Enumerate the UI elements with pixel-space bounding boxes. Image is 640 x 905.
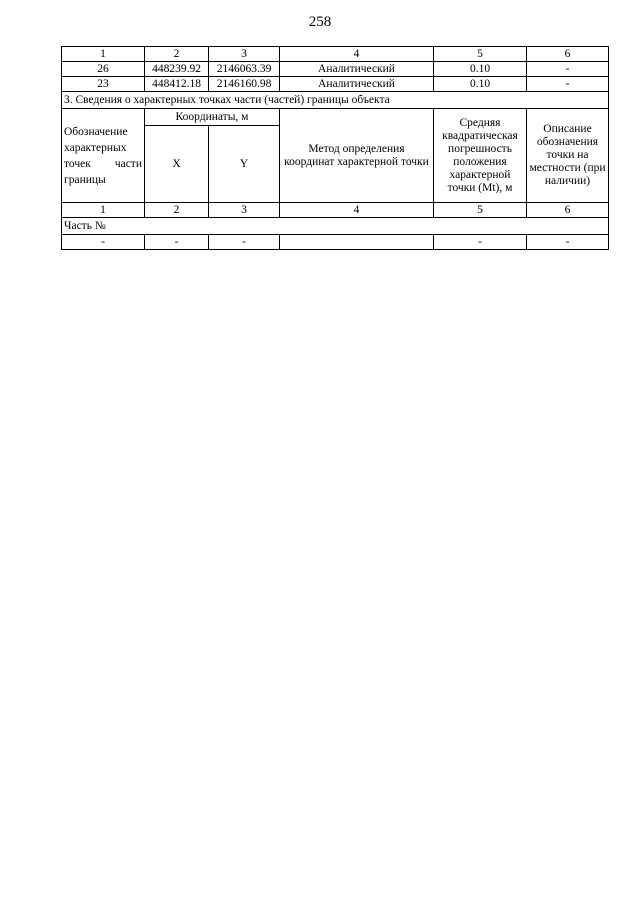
column-number-cell: 2 xyxy=(145,203,209,218)
part-label-row xyxy=(62,218,609,235)
table-row xyxy=(62,77,609,92)
table-row xyxy=(62,62,609,77)
designation-header: Обозначение характерных точек части границы xyxy=(62,109,145,203)
boundary-points-table xyxy=(61,46,609,250)
description-cell: - xyxy=(527,62,609,77)
column-number-cell: 4 xyxy=(280,203,434,218)
column-number-cell: 5 xyxy=(434,47,527,62)
column-number-row xyxy=(62,47,609,62)
method-header: Метод определения координат характерной точки xyxy=(280,109,434,203)
column-number-cell: 6 xyxy=(527,47,609,62)
description-cell: - xyxy=(527,235,609,250)
point-designation-cell: - xyxy=(62,235,145,250)
column-number-cell: 3 xyxy=(209,47,280,62)
x-coordinate-cell: 448412.18 xyxy=(145,77,209,92)
point-designation-cell: 23 xyxy=(62,77,145,92)
column-number-cell: 4 xyxy=(280,47,434,62)
description-cell: - xyxy=(527,77,609,92)
column-number-row xyxy=(62,203,609,218)
column-number-cell: 6 xyxy=(527,203,609,218)
y-coordinate-cell: 2146063.39 xyxy=(209,62,280,77)
section-title: 3. Сведения о характерных точках части (частей) границы объекта xyxy=(62,92,609,109)
column-number-cell: 5 xyxy=(434,203,527,218)
method-cell: Аналитический xyxy=(280,77,434,92)
x-coordinate-cell: 448239.92 xyxy=(145,62,209,77)
point-designation-cell: 26 xyxy=(62,62,145,77)
accuracy-cell: 0.10 xyxy=(434,62,527,77)
x-coordinate-cell: - xyxy=(145,235,209,250)
accuracy-cell: - xyxy=(434,235,527,250)
part-label: Часть № xyxy=(62,218,609,235)
column-number-cell: 3 xyxy=(209,203,280,218)
accuracy-header: Средняя квадратическая погрешность положения характерной точки (Mt), м xyxy=(434,109,527,203)
y-coordinate-cell: - xyxy=(209,235,280,250)
column-number-cell: 1 xyxy=(62,203,145,218)
column-number-cell: 2 xyxy=(145,47,209,62)
header-row xyxy=(62,109,609,126)
method-cell xyxy=(280,235,434,250)
y-coordinate-cell: 2146160.98 xyxy=(209,77,280,92)
method-cell: Аналитический xyxy=(280,62,434,77)
y-header: Y xyxy=(209,126,280,203)
column-number-cell: 1 xyxy=(62,47,145,62)
table-row xyxy=(62,235,609,250)
coordinates-header: Координаты, м xyxy=(145,109,280,126)
description-header: Описание обозначения точки на местности (при наличии) xyxy=(527,109,609,203)
page-number: 258 xyxy=(308,14,332,30)
x-header: X xyxy=(145,126,209,203)
section-title-row xyxy=(62,92,609,109)
accuracy-cell: 0.10 xyxy=(434,77,527,92)
